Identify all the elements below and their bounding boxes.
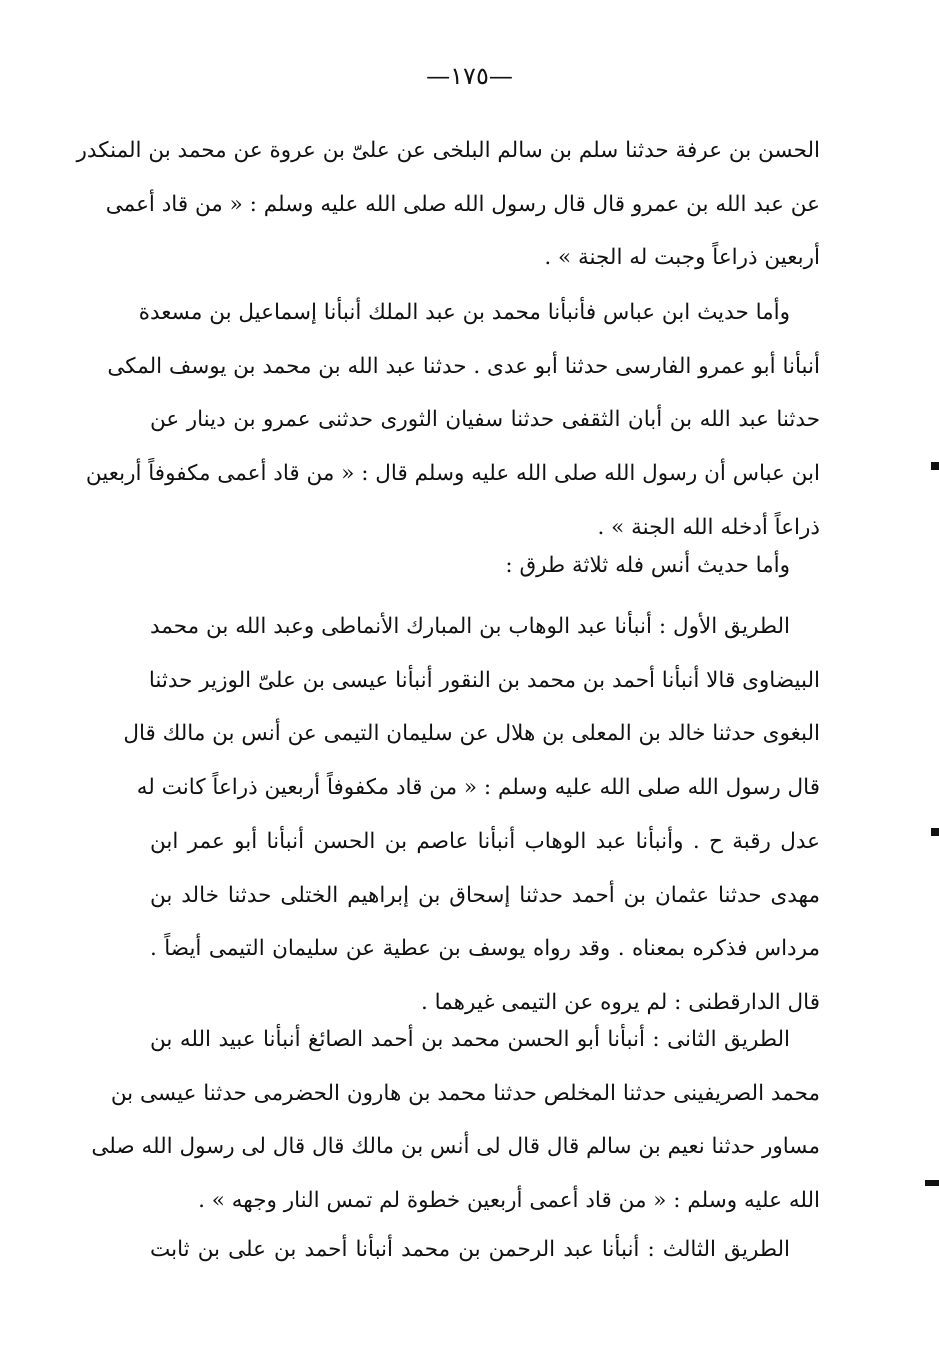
paragraph-3 bbox=[150, 539, 820, 593]
paragraph-1 bbox=[76, 124, 820, 285]
text-line: محمد الصريفينى حدثنا المخلص حدثنا محمد بن هارون الحضرمى حدثنا عيسى بن bbox=[110, 1080, 820, 1106]
text-line: مرداس فذكره بمعناه . وقد رواه يوسف بن عطية عن سليمان التيمى أيضاً . bbox=[150, 936, 820, 962]
text-line: ذراعاً أدخله الله الجنة » . bbox=[597, 514, 820, 540]
text-line: الطريق الثانى : أنبأنا أبو الحسن محمد بن أحمد الصائغ أنبأنا عبيد الله بن bbox=[150, 1027, 790, 1052]
text-line: أربعين ذراعاً وجبت له الجنة » . bbox=[544, 245, 820, 271]
text-line: الحسن بن عرفة حدثنا سلم بن سالم البلخى عن علىّ بن عروة عن محمد بن المنكدر bbox=[76, 138, 820, 163]
scan-edge-mark bbox=[925, 1180, 939, 1186]
text-line: قال الدارقطنى : لم يروه عن التيمى غيرهما . bbox=[421, 989, 820, 1015]
text-line: وأما حديث ابن عباس فأنبأنا محمد بن عبد الملك أنبأنا إسماعيل بن مسعدة bbox=[138, 300, 790, 325]
text-line: حدثنا عبد الله بن أبان الثقفى حدثنا سفيان الثورى حدثنى عمرو بن دينار عن bbox=[150, 407, 820, 433]
text-line: وأما حديث أنس فله ثلاثة طرق : bbox=[505, 553, 790, 578]
text-line: مساور حدثنا نعيم بن سالم قال قال لى أنس بن مالك قال قال لى رسول الله صلى bbox=[91, 1134, 820, 1160]
text-line: عدل رقبة ح . وأنبأنا عبد الوهاب أنبأنا عاصم بن الحسن أنبأنا أبو عمر ابن bbox=[150, 828, 820, 854]
page-number: —١٧٥— bbox=[426, 62, 513, 90]
text-line: الله عليه وسلم : « من قاد أعمى أربعين خطوة لم تمس النار وجهه » . bbox=[198, 1188, 820, 1214]
text-line: البغوى حدثنا خالد بن المعلى بن هلال عن سليمان التيمى عن أنس بن مالك قال bbox=[123, 721, 820, 747]
text-line: البيضاوى قالا أنبأنا أحمد بن محمد بن النقور أنبأنا عيسى بن علىّ الوزير حدثنا bbox=[148, 667, 820, 693]
text-line: الطريق الثالث : أنبأنا عبد الرحمن بن محمد أنبأنا أحمد بن على بن ثابت bbox=[150, 1237, 790, 1262]
scan-edge-mark bbox=[931, 828, 939, 836]
text-line: قال رسول الله صلى الله عليه وسلم : « من قاد مكفوفاً أربعين ذراعاً كانت له bbox=[136, 775, 820, 801]
text-line: مهدى حدثنا عثمان بن أحمد حدثنا إسحاق بن إبراهيم الختلى حدثنا خالد بن bbox=[150, 882, 820, 908]
paragraph-6 bbox=[150, 1223, 820, 1277]
text-line: أنبأنا أبو عمرو الفارسى حدثنا أبو عدى . حدثنا عبد الله بن محمد بن يوسف المكى bbox=[107, 353, 820, 379]
scan-edge-mark bbox=[931, 462, 939, 470]
paragraph-4 bbox=[123, 600, 820, 1030]
paragraph-2 bbox=[85, 286, 820, 555]
text-line: عن عبد الله بن عمرو قال قال رسول الله صلى الله عليه وسلم : « من قاد أعمى bbox=[105, 191, 820, 217]
text-line: الطريق الأول : أنبأنا عبد الوهاب بن المبارك الأنماطى وعبد الله بن محمد bbox=[150, 614, 790, 639]
text-line: ابن عباس أن رسول الله صلى الله عليه وسلم قال : « من قاد أعمى مكفوفاً أربعين bbox=[85, 461, 820, 487]
paragraph-5 bbox=[91, 1013, 820, 1228]
